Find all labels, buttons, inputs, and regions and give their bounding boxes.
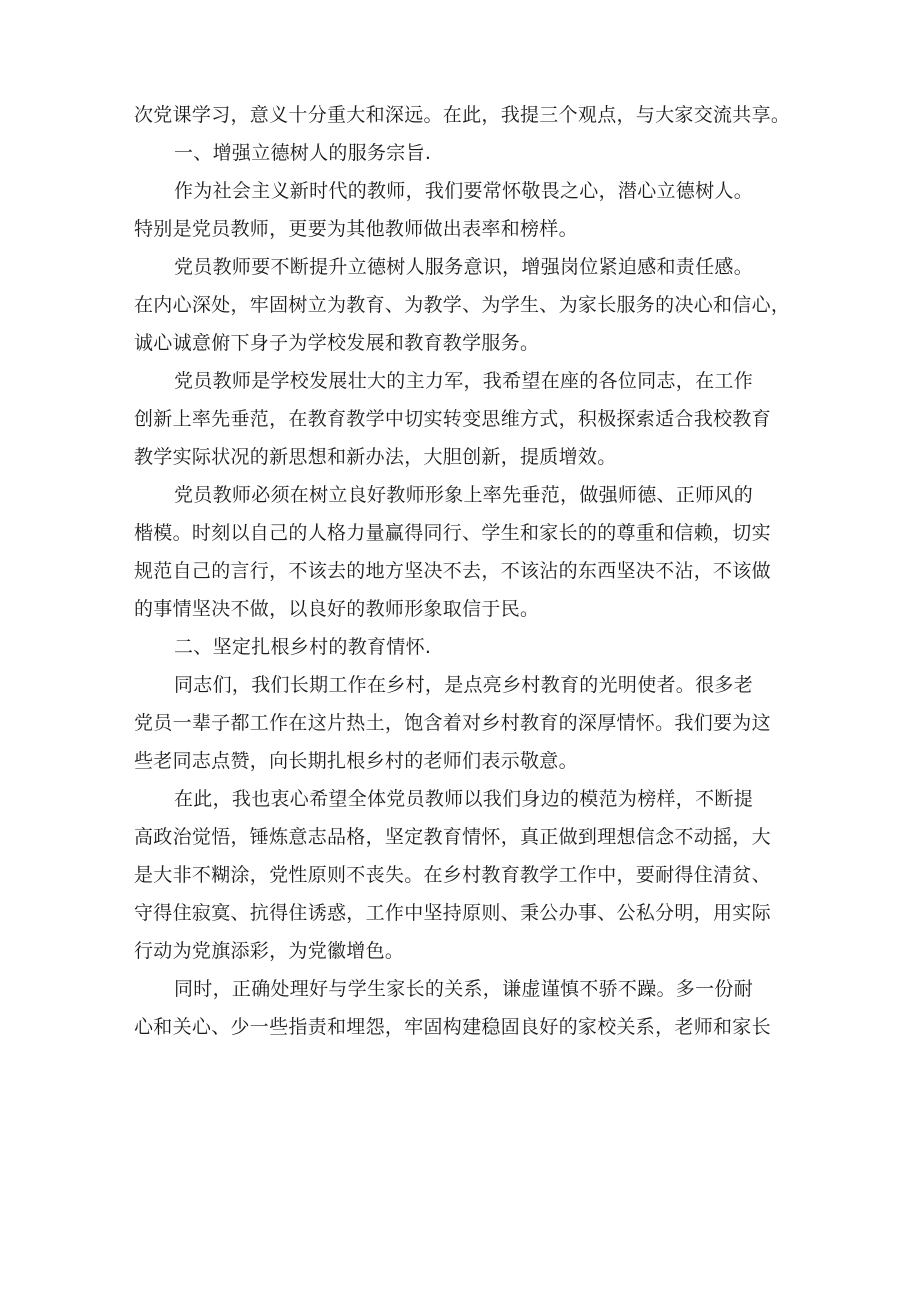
text-line: 心和关心、少一些指责和埋怨，牢固构建稳固良好的家校关系，老师和家长 — [134, 1016, 771, 1038]
paragraph-line: 作为社会主义新时代的教师，我们要常怀敬畏之心，潜心立德树人。 — [174, 180, 754, 202]
text-line: 高政治觉悟，锤炼意志品格，坚定教育情怀，真正做到理想信念不动摇，大 — [134, 826, 771, 848]
section-heading: 二、坚定扎根乡村的教育情怀. — [174, 636, 432, 658]
paragraph-line: 同志们，我们长期工作在乡村，是点亮乡村教育的光明使者。很多老 — [174, 674, 754, 696]
document-page — [134, 101, 794, 1041]
paragraph-line: 党员教师必须在树立良好教师形象上率先垂范，做强师德、正师风的 — [174, 484, 754, 506]
text-line: 次党课学习，意义十分重大和深远。在此，我提三个观点，与大家交流共享。 — [134, 104, 791, 126]
text-line: 楷模。时刻以自己的人格力量赢得同行、学生和家长的的尊重和信赖，切实 — [134, 522, 771, 544]
text-line: 行动为党旗添彩，为党徽增色。 — [134, 940, 405, 962]
text-line: 的事情坚决不做，以良好的教师形象取信于民。 — [134, 598, 540, 620]
text-line: 党员一辈子都工作在这片热土，饱含着对乡村教育的深厚情怀。我们要为这 — [134, 712, 771, 734]
text-line: 特别是党员教师，更要为其他教师做出表率和榜样。 — [134, 218, 578, 240]
text-line: 规范自己的言行，不该去的地方坚决不去，不该沾的东西坚决不沾，不该做 — [134, 560, 771, 582]
text-line: 诚心诚意俯下身子为学校发展和教育教学服务。 — [134, 332, 540, 354]
text-line: 创新上率先垂范，在教育教学中切实转变思维方式，积极探索适合我校教育 — [134, 408, 771, 430]
section-heading: 一、增强立德树人的服务宗旨. — [174, 142, 432, 164]
text-line: 在内心深处，牢固树立为教育、为教学、为学生、为家长服务的决心和信心， — [134, 294, 791, 316]
text-line: 教学实际状况的新思想和新办法，大胆创新，提质增效。 — [134, 446, 617, 468]
paragraph-line: 党员教师是学校发展壮大的主力军，我希望在座的各位同志，在工作 — [174, 370, 754, 392]
text-line: 守得住寂寞、抗得住诱惑，工作中坚持原则、秉公办事、公私分明，用实际 — [134, 902, 771, 924]
paragraph-line: 同时，正确处理好与学生家长的关系，谦虚谨慎不骄不躁。多一份耐 — [174, 978, 754, 1000]
paragraph-line: 党员教师要不断提升立德树人服务意识，增强岗位紧迫感和责任感。 — [174, 256, 754, 278]
text-line: 是大非不糊涂，党性原则不丧失。在乡村教育教学工作中，要耐得住清贫、 — [134, 864, 771, 886]
text-line: 些老同志点赞，向长期扎根乡村的老师们表示敬意。 — [134, 750, 578, 772]
paragraph-line: 在此，我也衷心希望全体党员教师以我们身边的模范为榜样，不断提 — [174, 788, 754, 810]
